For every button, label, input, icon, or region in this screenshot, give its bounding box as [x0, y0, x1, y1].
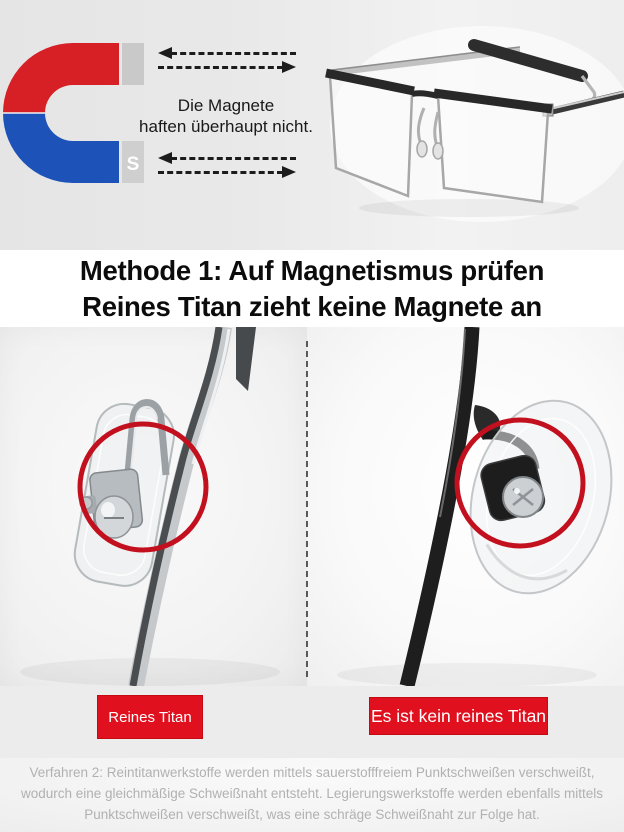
- arrow-head: [282, 61, 296, 73]
- dashed-arrow-right-icon: [158, 167, 296, 179]
- brow-piece: [236, 327, 256, 391]
- heading-line2: Reines Titan zieht keine Magnete an: [82, 290, 542, 322]
- arrow-shaft: [171, 52, 296, 55]
- right-lens: [438, 96, 548, 202]
- heading-line1: Methode 1: Auf Magnetismus prüfen: [79, 254, 545, 286]
- arrow-shaft: [158, 66, 283, 69]
- magnet-test-section: [0, 0, 624, 250]
- eyeglasses-photo: [324, 16, 624, 224]
- magnet-caption-line1: Die Magnete: [177, 96, 275, 115]
- result-labels-row: [0, 686, 624, 758]
- comparison-photos: [0, 327, 624, 686]
- photo-shadow: [20, 658, 280, 686]
- alloy-closeup: [307, 327, 624, 686]
- left-lens: [330, 76, 412, 196]
- not-pure-titanium-label: Es ist kein reines Titan: [369, 697, 548, 735]
- arrow-shaft: [158, 171, 283, 174]
- screw-shine: [514, 488, 520, 494]
- nose-pad: [433, 143, 443, 159]
- magnet-north-arm: [3, 43, 119, 113]
- glasses-shadow: [359, 199, 579, 217]
- arrow-shaft: [171, 157, 296, 160]
- photo-shadow: [337, 663, 597, 686]
- pure-titanium-label: Reines Titan: [97, 695, 203, 739]
- dashed-arrow-left-icon: [158, 48, 296, 60]
- magnet-south-arm: [3, 113, 119, 183]
- pure-titanium-closeup: [0, 327, 307, 686]
- nose-pad: [417, 141, 427, 157]
- dashed-arrow-right-icon: [158, 62, 296, 74]
- magnet-pole-tip-top: [122, 43, 144, 85]
- bridge: [412, 93, 438, 96]
- arrow-head: [158, 152, 172, 164]
- heading-band: [0, 250, 624, 327]
- arrow-head: [158, 47, 172, 59]
- fake-titanium-photo: [307, 327, 624, 686]
- footer-section: [0, 758, 624, 832]
- screw-shine: [101, 502, 115, 518]
- dashed-divider: [306, 341, 308, 677]
- south-pole-label: S: [126, 154, 140, 175]
- welding-method-description: Verfahren 2: Reintitanwerkstoffe werden mittels sauerstofffreiem Punktschweißen verschweißt, wodurch eine gleichmäßige Schweißnaht entsteht. Legierungswerkstoffe werden ebenfalls mittels Punktschweißen verschweißt, was eine schräge Schweißnaht zur Folge hat.: [20, 765, 604, 822]
- magnet-caption: [106, 95, 346, 137]
- arrow-head: [282, 166, 296, 178]
- pure-titanium-photo: [0, 327, 307, 686]
- magnet-caption-line2: haften überhaupt nicht.: [139, 117, 313, 136]
- dashed-arrow-left-icon: [158, 153, 296, 165]
